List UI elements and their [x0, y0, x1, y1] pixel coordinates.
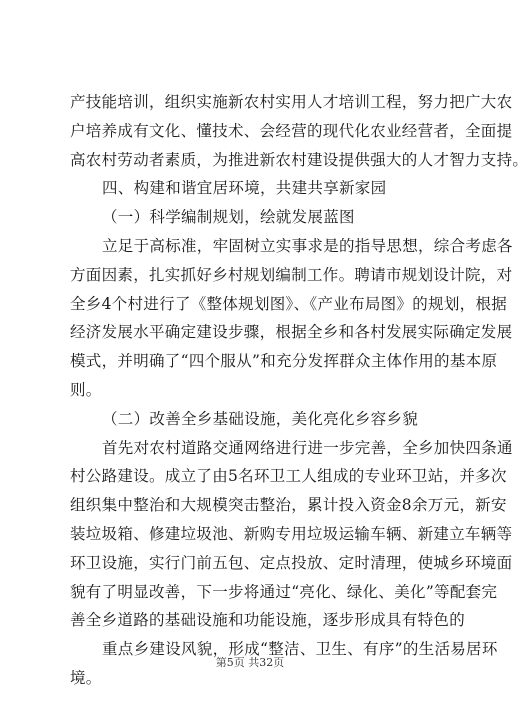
- text-line: 模式，并明确了“四个服从”和充分发挥群众主体作用的基本原: [70, 352, 498, 371]
- text-line: 则。: [70, 380, 102, 399]
- text-line: 经济发展水平确定建设步骤，根据全乡和各村发展实际确定发展: [70, 323, 513, 342]
- text-line: 首先对农村道路交通网络进行进一步完善，全乡加快四条通: [102, 438, 513, 457]
- section-heading: 四、构建和谐宜居环境，共建共享新家园: [102, 179, 387, 198]
- text-line: 环卫设施，实行门前五包、定点投放、定时清理，使城乡环境面: [70, 553, 513, 572]
- text-line: 貌有了明显改善，下一步将通过“亮化、绿化、美化”等配套完: [70, 582, 498, 601]
- text-line: 重点乡建设风貌，形成“整洁、卫生、有序”的生活易居环: [102, 640, 498, 659]
- subsection-heading: （二）改善全乡基础设施，美化亮化乡容乡貌: [102, 409, 419, 428]
- text-line: 组织集中整治和大规模突击整治，累计投入资金8余万元，新安: [70, 496, 507, 515]
- page-footer: 第5页 共32页: [215, 656, 285, 669]
- text-line: 立足于高标准，牢固树立实事求是的指导思想，综合考虑各: [102, 236, 513, 255]
- text-line: 村公路建设。成立了由5名环卫工人组成的专业环卫站，并多次: [70, 467, 507, 486]
- text-line: 境。: [70, 668, 102, 687]
- text-line: 高农村劳动者素质，为推进新农村建设提供强大的人才智力支持。: [70, 150, 528, 169]
- text-line: 方面因素，扎实抓好乡村规划编制工作。聘请市规划设计院，对: [70, 265, 513, 284]
- body-text: [70, 88, 528, 693]
- text-line: 户培养成有文化、懂技术、会经营的现代化农业经营者，全面提: [70, 121, 513, 140]
- text-line: 善全乡道路的基础设施和功能设施，逐步形成具有特色的: [70, 611, 466, 630]
- text-line: 产技能培训，组织实施新农村实用人才培训工程，努力把广大农: [70, 93, 513, 111]
- text-line: 装垃圾箱、修建垃圾池、新购专用垃圾运输车辆、新建立车辆等: [70, 524, 513, 543]
- text-line: 全乡4个村进行了《整体规划图》、《产业布局图》的规划，根据: [70, 294, 508, 313]
- subsection-heading: （一）科学编制规划，绘就发展蓝图: [102, 208, 355, 227]
